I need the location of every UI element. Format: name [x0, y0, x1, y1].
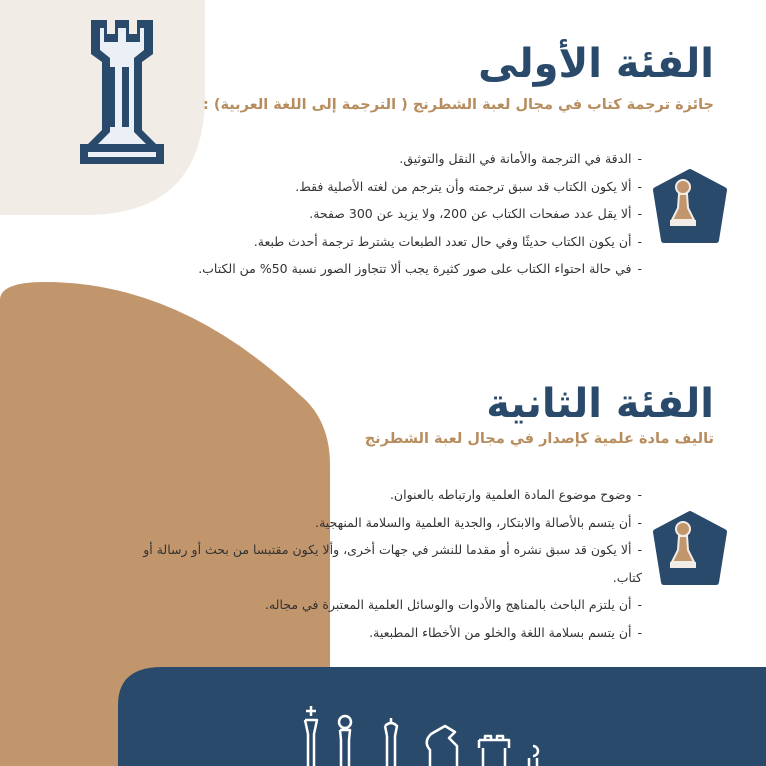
criteria-item: -الدقة في الترجمة والأمانة في النقل والتوثيق.: [399, 151, 642, 166]
category-1-criteria-list: [82, 145, 642, 283]
criteria-item: -أن يتسم بالأصالة والابتكار، والجدية العلمية والسلامة المنهجية.: [315, 514, 642, 530]
category-2-title: الفئة الثانية: [486, 381, 714, 427]
pawn-icon: [650, 168, 730, 248]
category-1-title: الفئة الأولى: [478, 41, 714, 87]
category-1-subtitle: جائزة ترجمة كتاب في مجال لعبة الشطرنج ( الترجمة إلى اللغة العربية) :: [202, 97, 714, 113]
criteria-item: -ألا يكون قد سبق نشره أو مقدما للنشر في جهات أخرى، وألا يكون مقتبسا من بحث أو رسالة أو كتاب.: [143, 542, 642, 585]
criteria-item: -أن يلتزم الباحث بالمناهج والأدوات والوسائل العلمية المعتبرة في مجاله.: [265, 597, 642, 612]
criteria-item: -أن يتسم بسلامة اللغة والخلو من الأخطاء المطبعية.: [369, 624, 642, 640]
category-2-subtitle: تاليف مادة علمية كإصدار في مجال لعبة الشطرنج: [364, 431, 714, 447]
pawn-icon: [650, 510, 730, 590]
criteria-item: -أن يكون الكتاب حديثًا وفي حال تعدد الطبعات يشترط ترجمة أحدث طبعة.: [253, 233, 642, 249]
criteria-item: -في حالة احتواء الكتاب على صور كثيرة يجب ألا تتجاوز الصور نسبة 50% من الكتاب.: [198, 261, 642, 276]
criteria-item: -ألا يكون الكتاب قد سبق ترجمته وأن يترجم من لغته الأصلية فقط.: [295, 178, 642, 194]
chess-pieces-icon: [295, 700, 555, 766]
category-2-criteria-list: [112, 481, 642, 646]
criteria-item: -ألا يقل عدد صفحات الكتاب عن 200، ولا يزيد عن 300 صفحة.: [309, 206, 642, 221]
criteria-item: -وضوح موضوع المادة العلمية وارتباطه بالعنوان.: [389, 487, 642, 502]
